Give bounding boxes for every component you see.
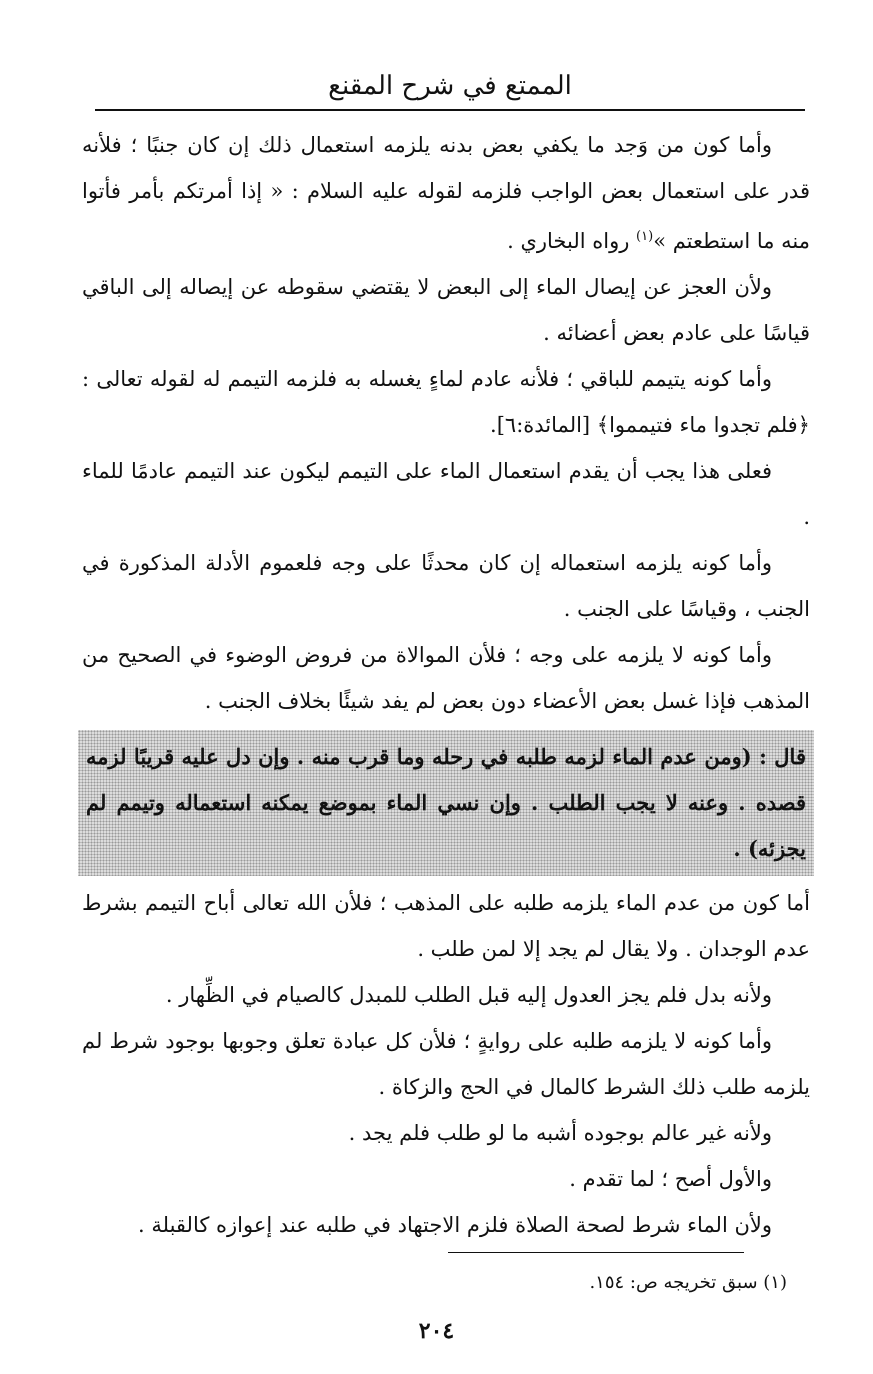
running-head-title: الممتع في شرح المقنع bbox=[328, 71, 572, 101]
paragraph-6: وأما كونه لا يلزمه على وجه ؛ فلأن الموالاة من فروض الوضوء في الصحيح من المذهب فإذا غسل بعض الأعضاء دون بعض لم يفد شيئًا بخلاف الجنب . bbox=[82, 643, 810, 713]
page-body bbox=[82, 122, 810, 1248]
paragraph-11: والأول أصح ؛ لما تقدم . bbox=[569, 1167, 772, 1191]
header-rule bbox=[95, 109, 805, 111]
paragraph-3: وأما كونه يتيمم للباقي ؛ فلأنه عادم لماءٍ يغسله به فلزمه التيمم له لقوله تعالى : ﴿فلم تجدوا ماء فتيمموا﴾ [المائدة:٦]. bbox=[82, 367, 810, 437]
paragraph-1-end: رواه البخاري . bbox=[507, 229, 637, 253]
paragraph-2: ولأن العجز عن إيصال الماء إلى البعض لا يقتضي سقوطه عن إيصاله إلى الباقي قياسًا على عادم بعض أعضائه . bbox=[82, 275, 810, 345]
paragraph-1 bbox=[82, 122, 810, 264]
paragraph-4: فعلى هذا يجب أن يقدم استعمال الماء على التيمم ليكون عند التيمم عادمًا للماء . bbox=[82, 459, 810, 529]
footnote-ref[interactable]: (١) bbox=[636, 229, 654, 244]
paragraph-7: أما كون من عدم الماء يلزمه طلبه على المذهب ؛ فلأن الله تعالى أباح التيمم بشرط عدم الوجدان . ولا يقال لم يجد إلا لمن طلب . bbox=[82, 891, 810, 961]
matn-quote-block: قال : (ومن عدم الماء لزمه طلبه في رحله وما قرب منه . وإن دل عليه قريبًا لزمه قصده . وعنه لا يجب الطلب . وإن نسي الماء بموضع يمكنه استعماله وتيمم لم يجزئه) . bbox=[78, 730, 814, 876]
paragraph-9: وأما كونه لا يلزمه طلبه على روايةٍ ؛ فلأن كل عبادة تعلق وجوبها بوجود شرط لم يلزمه طلب ذلك الشرط كالمال في الحج والزكاة . bbox=[82, 1029, 810, 1099]
footnote-rule bbox=[448, 1252, 744, 1253]
paragraph-8: ولأنه بدل فلم يجز العدول إليه قبل الطلب للمبدل كالصيام في الظِّهار . bbox=[165, 983, 772, 1007]
paragraph-1-text: وأما كون من وَجد ما يكفي بعض بدنه يلزمه استعمال ذلك إن كان جنبًا ؛ فلأنه قدر على استعمال بعض الواجب فلزمه لقوله عليه السلام : « إذا أمرتكم بأمر فأتوا منه ما استطعتم » bbox=[82, 133, 810, 253]
paragraph-5: وأما كونه يلزمه استعماله إن كان محدثًا على وجه فلعموم الأدلة المذكورة في الجنب ، وقياسًا على الجنب . bbox=[82, 551, 810, 621]
paragraph-10: ولأنه غير عالم بوجوده أشبه ما لو طلب فلم يجد . bbox=[348, 1121, 772, 1145]
page-number: ٢٠٤ bbox=[418, 1318, 455, 1344]
footnote: (١) سبق تخريجه ص: ١٥٤. bbox=[589, 1272, 787, 1293]
paragraph-12: ولأن الماء شرط لصحة الصلاة فلزم الاجتهاد في طلبه عند إعوازه كالقبلة . bbox=[138, 1213, 772, 1237]
